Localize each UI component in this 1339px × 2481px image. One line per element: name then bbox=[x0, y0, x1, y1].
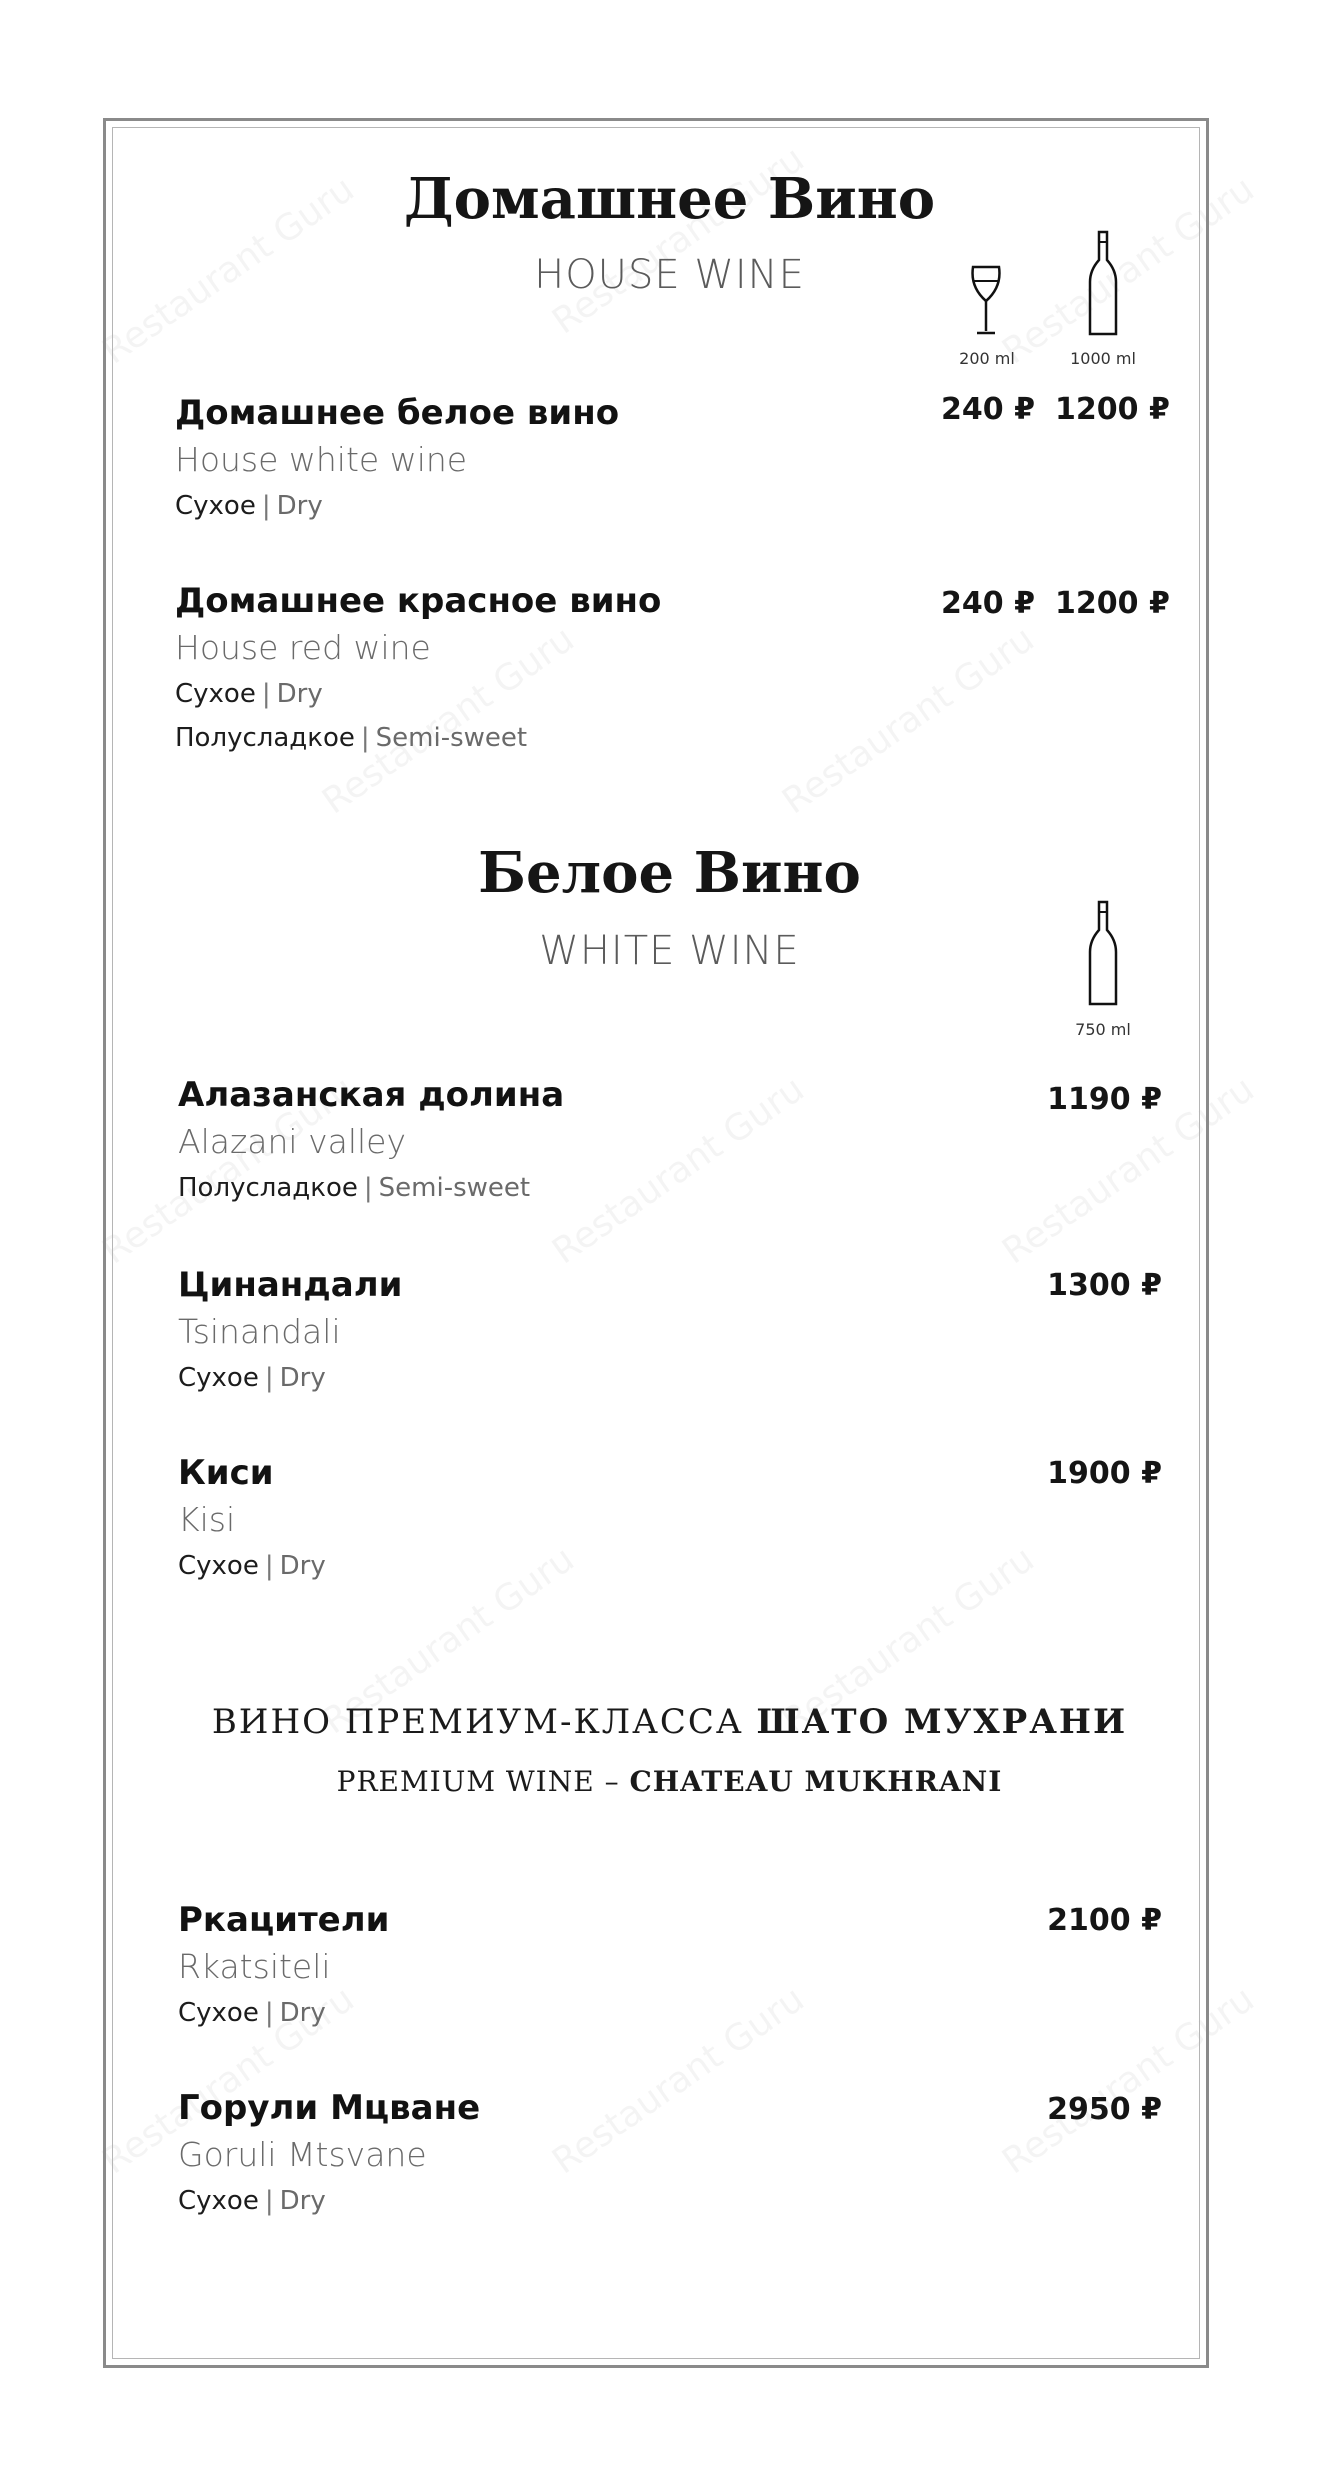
item-name: Алазанская долина bbox=[178, 1075, 565, 1115]
type-ru: Полусладкое bbox=[175, 723, 355, 753]
type-separator: | bbox=[264, 1998, 274, 2028]
white-wine-title: Белое Вино bbox=[478, 840, 861, 906]
menu-item bbox=[178, 1897, 1168, 2035]
item-name: Цинандали bbox=[178, 1265, 403, 1305]
type-separator: | bbox=[264, 2186, 274, 2216]
wine-bottle-icon bbox=[1088, 230, 1118, 342]
type-en: Dry bbox=[279, 2186, 326, 2216]
premium-title bbox=[0, 1702, 1339, 1742]
bottle-volume-label: 1000 ml bbox=[1070, 349, 1136, 368]
premium-sub-bold: CHATEAU MUKHRANI bbox=[629, 1765, 1003, 1798]
white-wine-subtitle: WHITE WINE bbox=[539, 928, 800, 974]
menu-item bbox=[178, 1072, 1168, 1210]
item-name-en: Tsinandali bbox=[178, 1312, 341, 1351]
premium-subtitle bbox=[0, 1765, 1339, 1798]
type-en: Dry bbox=[279, 1998, 326, 2028]
type-separator: | bbox=[264, 1551, 274, 1581]
item-name: Киси bbox=[178, 1453, 274, 1493]
item-name: Домашнее красное вино bbox=[175, 581, 662, 621]
glass-volume-label: 200 ml bbox=[959, 349, 1015, 368]
premium-sub-regular: PREMIUM WINE – bbox=[336, 1765, 620, 1798]
house-wine-title: Домашнее Вино bbox=[403, 166, 936, 232]
item-name-en: Goruli Mtsvane bbox=[178, 2135, 427, 2174]
premium-title-bold: ШАТО МУХРАНИ bbox=[756, 1702, 1128, 1742]
item-name: Горули Мцване bbox=[178, 2088, 481, 2128]
item-name-en: Rkatsiteli bbox=[178, 1947, 331, 1986]
type-ru: Сухое bbox=[178, 2186, 259, 2216]
type-ru: Полусладкое bbox=[178, 1173, 358, 1203]
wine-glass-icon bbox=[970, 265, 1002, 341]
price-bottle: 1190 ₽ bbox=[1047, 1082, 1162, 1117]
item-type bbox=[178, 1991, 1168, 2035]
type-separator: | bbox=[261, 679, 271, 709]
type-ru: Сухое bbox=[175, 679, 256, 709]
premium-title-regular: ВИНО ПРЕМИУМ-КЛАССА bbox=[211, 1702, 744, 1742]
type-en: Dry bbox=[276, 491, 323, 521]
item-name-en: Alazani valley bbox=[178, 1122, 407, 1161]
menu-item bbox=[178, 1262, 1168, 1400]
price-bottle: 1900 ₽ bbox=[1047, 1456, 1162, 1491]
item-type bbox=[175, 716, 1165, 760]
type-separator: | bbox=[360, 723, 370, 753]
price-bottle: 2950 ₽ bbox=[1047, 2092, 1162, 2127]
menu-item bbox=[178, 1450, 1168, 1588]
house-wine-subtitle: HOUSE WINE bbox=[534, 252, 805, 298]
type-en: Semi-sweet bbox=[375, 723, 528, 753]
price-bottle: 2100 ₽ bbox=[1047, 1903, 1162, 1938]
bottle-volume-label: 750 ml bbox=[1075, 1020, 1131, 1039]
wine-bottle-icon bbox=[1088, 900, 1118, 1012]
item-type bbox=[178, 1544, 1168, 1588]
item-type bbox=[178, 1356, 1168, 1400]
price-glass: 240 ₽ bbox=[941, 586, 1035, 621]
price-glass: 240 ₽ bbox=[941, 392, 1035, 427]
type-en: Semi-sweet bbox=[378, 1173, 531, 1203]
type-separator: | bbox=[264, 1363, 274, 1393]
type-en: Dry bbox=[276, 679, 323, 709]
type-en: Dry bbox=[279, 1363, 326, 1393]
type-separator: | bbox=[261, 491, 271, 521]
item-name-en: House red wine bbox=[175, 628, 431, 667]
item-name-en: Kisi bbox=[178, 1500, 236, 1539]
type-ru: Сухое bbox=[175, 491, 256, 521]
type-ru: Сухое bbox=[178, 1998, 259, 2028]
type-ru: Сухое bbox=[178, 1551, 259, 1581]
price-bottle: 1300 ₽ bbox=[1047, 1268, 1162, 1303]
type-ru: Сухое bbox=[178, 1363, 259, 1393]
item-type bbox=[175, 484, 1165, 528]
item-type bbox=[175, 672, 1165, 716]
item-type bbox=[178, 2179, 1168, 2223]
item-name-en: House white wine bbox=[175, 440, 468, 479]
type-en: Dry bbox=[279, 1551, 326, 1581]
item-type bbox=[178, 1166, 1168, 1210]
menu-item bbox=[178, 2085, 1168, 2223]
price-bottle: 1200 ₽ bbox=[1055, 586, 1170, 621]
type-separator: | bbox=[363, 1173, 373, 1203]
price-bottle: 1200 ₽ bbox=[1055, 392, 1170, 427]
item-name: Домашнее белое вино bbox=[175, 393, 620, 433]
item-name: Ркацители bbox=[178, 1900, 390, 1940]
